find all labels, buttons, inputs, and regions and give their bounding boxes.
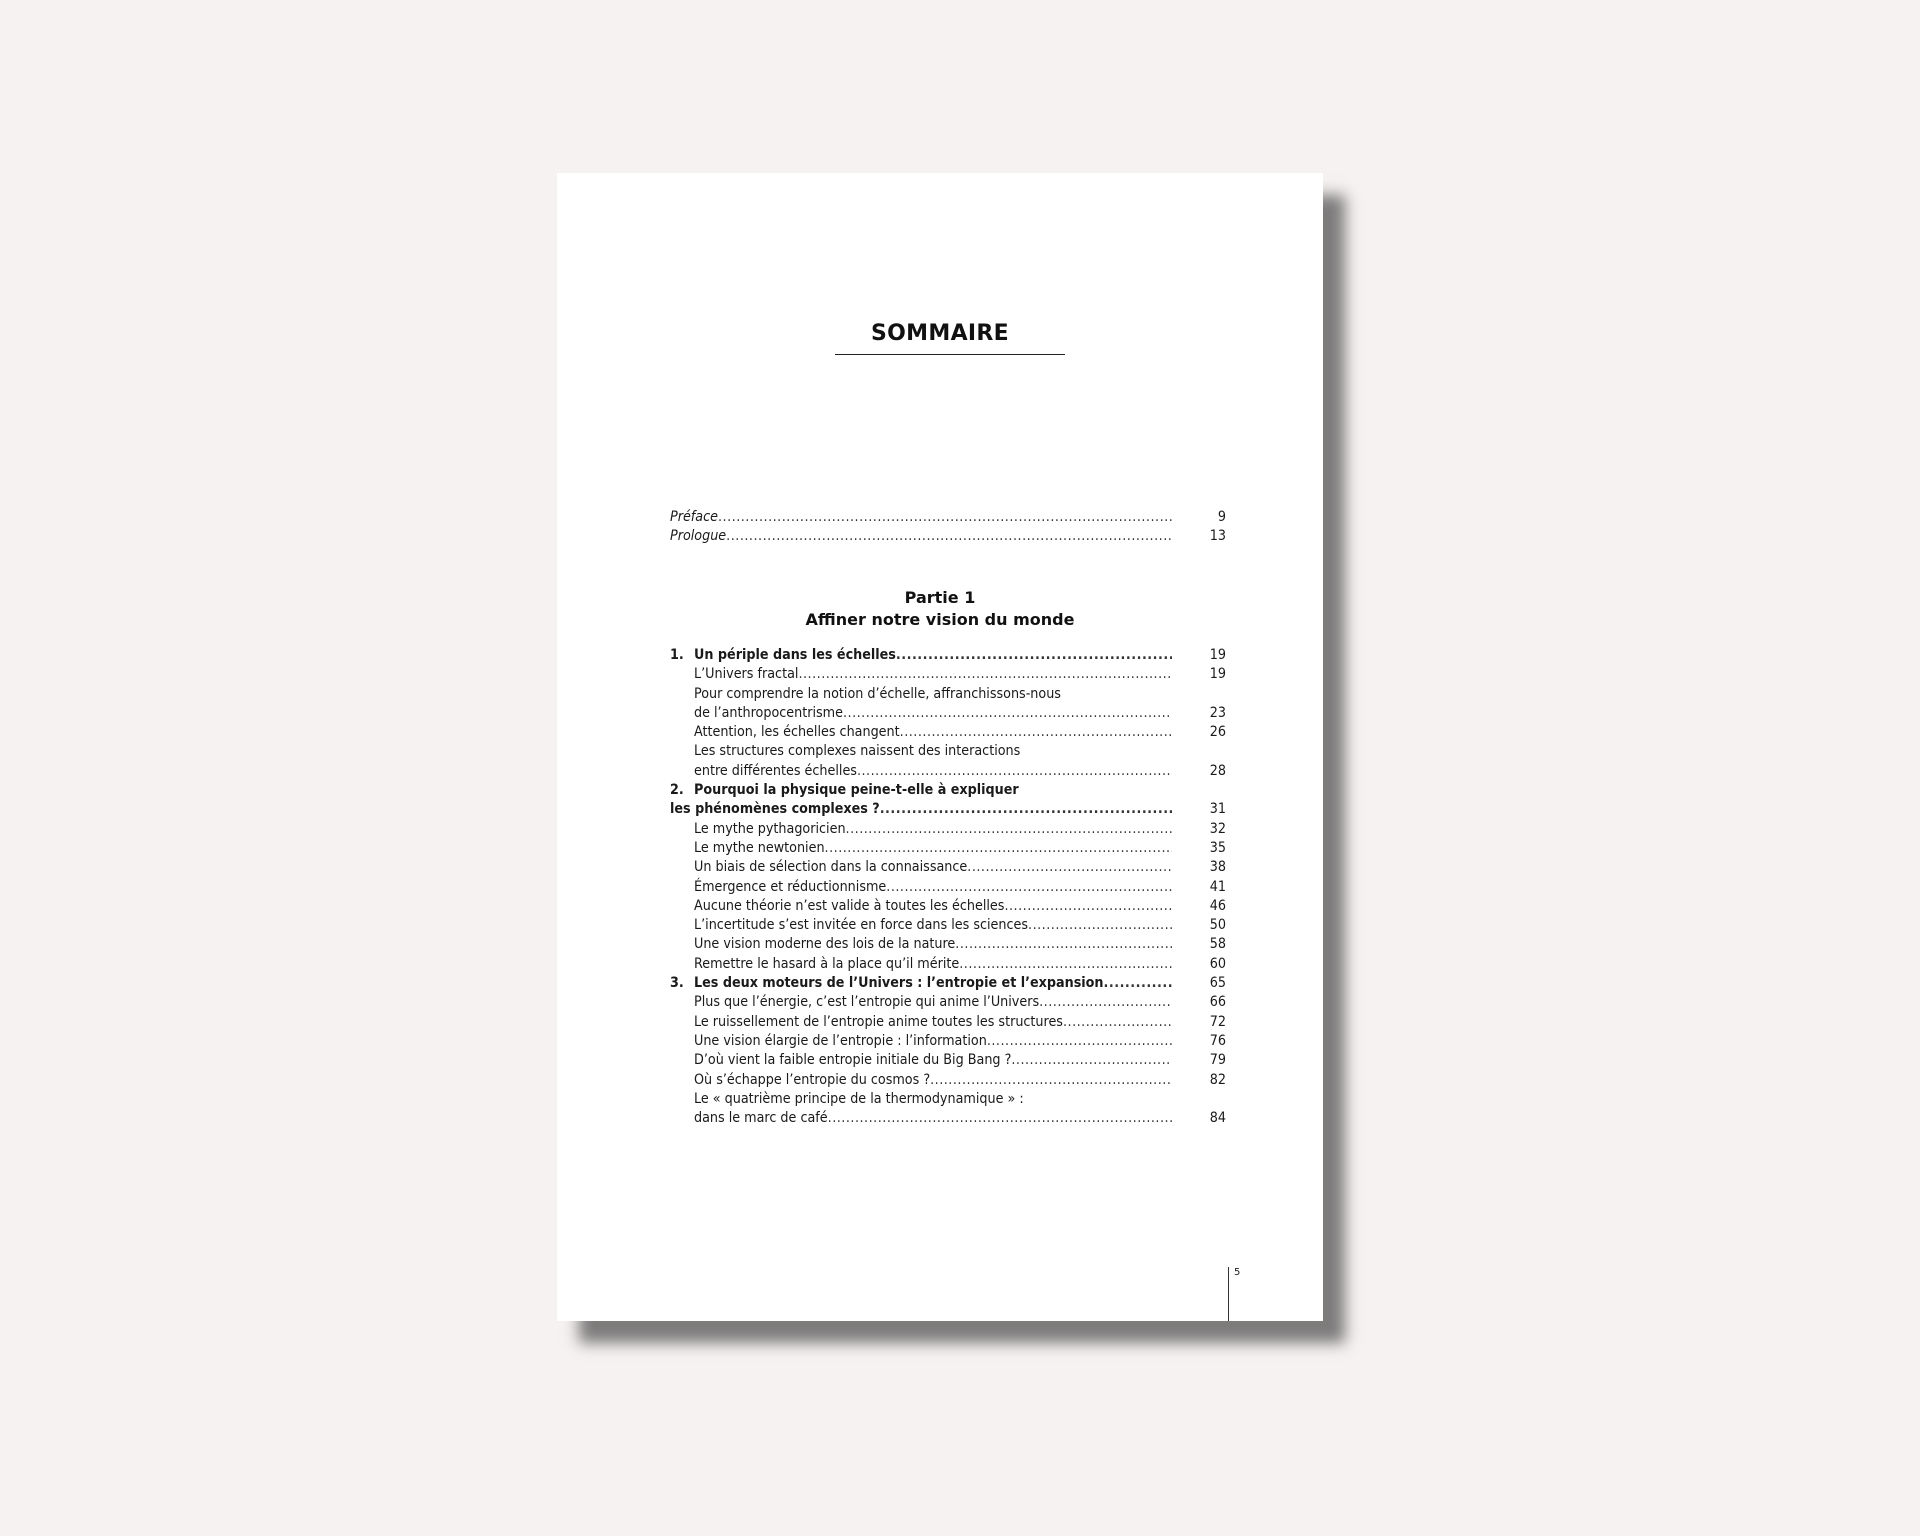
toc-section[interactable] — [670, 1109, 1226, 1128]
dot-leader — [1004, 897, 1172, 916]
toc-entry-label: Où s’échappe l’entropie du cosmos ? — [694, 1071, 931, 1088]
dot-leader — [955, 935, 1172, 954]
toc-entry-label: Le ruissellement de l’entropie anime toutes les structures — [694, 1013, 1063, 1030]
toc-chapter-3[interactable] — [670, 974, 1226, 993]
toc-entry-label: Plus que l’énergie, c’est l’entropie qui anime l’Univers — [694, 994, 1040, 1011]
toc-entry-page: 26 — [1209, 724, 1226, 741]
toc-chapter-2-line1[interactable] — [670, 781, 1226, 800]
toc-entry-page: 82 — [1209, 1071, 1226, 1088]
toc-entry-page: 50 — [1209, 917, 1226, 934]
toc-section[interactable] — [670, 1071, 1226, 1090]
toc-entry-page: 60 — [1209, 955, 1226, 972]
toc-entry-label: D’où vient la faible entropie initiale du Big Bang ? — [694, 1052, 1012, 1069]
toc-entry-page: 23 — [1209, 704, 1226, 721]
chapter-title: Les deux moteurs de l’Univers : l’entropie et l’expansion — [694, 975, 1104, 992]
toc-entry-label: Le mythe pythagoricien — [694, 820, 846, 837]
page-title: SOMMAIRE — [871, 321, 1009, 346]
part-title: Affiner notre vision du monde — [805, 610, 1075, 629]
toc-entry-page: 38 — [1209, 859, 1226, 876]
toc-section[interactable] — [670, 993, 1226, 1012]
toc-entry-label: Préface — [670, 509, 718, 525]
toc-chapter-label — [670, 781, 1226, 800]
toc-entry-label: Attention, les échelles changent — [694, 724, 900, 741]
document-page — [557, 173, 1323, 1321]
toc-entry-label: Pour comprendre la notion d’échelle, affranchissons-nous — [694, 685, 1061, 702]
dot-leader — [930, 1071, 1172, 1090]
toc-entry-label: entre différentes échelles — [694, 762, 857, 779]
toc-section[interactable] — [670, 935, 1226, 954]
chapter-title: les phénomènes complexes ? — [670, 801, 880, 818]
dot-leader — [987, 1032, 1172, 1051]
dot-leader — [1039, 993, 1172, 1012]
toc-entry-page: 58 — [1209, 936, 1226, 953]
toc-entry-label: dans le marc de café — [694, 1110, 828, 1127]
toc-entry-label: Les structures complexes naissent des interactions — [694, 743, 1021, 760]
dot-leader — [1011, 1051, 1172, 1070]
toc-section[interactable] — [670, 878, 1226, 897]
toc-entry-page: 66 — [1209, 994, 1226, 1011]
toc-section-line1[interactable] — [670, 685, 1226, 704]
part-number: Partie 1 — [904, 588, 976, 607]
toc-entry-page: 41 — [1209, 878, 1226, 895]
chapter-number: 1. — [670, 647, 684, 663]
toc-entry-label: Émergence et réductionnisme — [694, 878, 887, 895]
dot-leader — [1028, 916, 1172, 935]
chapter-number: 2. — [670, 782, 684, 799]
page-number: 5 — [1234, 1267, 1241, 1278]
toc-entry-page: 76 — [1209, 1032, 1226, 1049]
dot-leader — [900, 723, 1172, 742]
toc-section-line1[interactable] — [670, 742, 1226, 761]
toc-section[interactable] — [670, 704, 1226, 723]
dot-leader — [726, 527, 1172, 546]
toc-entry-page: 35 — [1209, 839, 1226, 856]
chapter-title: Pourquoi la physique peine-t-elle à expliquer — [694, 782, 1019, 799]
dot-leader — [880, 800, 1172, 819]
dot-leader — [718, 508, 1172, 527]
toc-section[interactable] — [670, 955, 1226, 974]
toc-section[interactable] — [670, 897, 1226, 916]
toc-section[interactable] — [670, 1032, 1226, 1051]
toc-section[interactable] — [670, 916, 1226, 935]
title-underline — [835, 354, 1065, 355]
table-of-contents — [670, 646, 1226, 1128]
toc-entry-label: Aucune théorie n’est valide à toutes les échelles — [694, 897, 1005, 914]
dot-leader — [1104, 974, 1172, 993]
toc-section[interactable] — [670, 1013, 1226, 1032]
toc-entry-label: L’incertitude s’est invitée en force dans les sciences — [694, 917, 1029, 934]
toc-entry-page: 9 — [1217, 509, 1226, 525]
toc-entry-page: 46 — [1209, 897, 1226, 914]
toc-section[interactable] — [670, 762, 1226, 781]
front-matter — [670, 508, 1226, 547]
dot-leader — [798, 665, 1172, 684]
toc-entry-page: 79 — [1209, 1052, 1226, 1069]
dot-leader — [846, 820, 1172, 839]
toc-entry-page: 19 — [1209, 647, 1226, 663]
page-title-wrap — [557, 321, 1323, 346]
toc-entry-label: L’Univers fractal — [694, 666, 799, 683]
toc-entry-prologue[interactable] — [670, 527, 1226, 546]
dot-leader — [896, 646, 1172, 665]
dot-leader — [857, 762, 1172, 781]
toc-entry-label: Une vision moderne des lois de la nature — [694, 936, 956, 953]
toc-chapter-label — [670, 646, 896, 665]
dot-leader — [1063, 1013, 1172, 1032]
toc-entry-page: 13 — [1209, 528, 1226, 545]
toc-section[interactable] — [670, 1051, 1226, 1070]
dot-leader — [843, 704, 1172, 723]
toc-entry-page: 32 — [1209, 820, 1226, 837]
dot-leader — [967, 858, 1172, 877]
toc-section[interactable] — [670, 665, 1226, 684]
toc-entry-page: 31 — [1209, 801, 1226, 818]
dot-leader — [886, 878, 1172, 897]
toc-section[interactable] — [670, 723, 1226, 742]
toc-section[interactable] — [670, 820, 1226, 839]
toc-entry-label: Le « quatrième principe de la thermodynamique » : — [694, 1090, 1024, 1107]
toc-entry-preface[interactable] — [670, 508, 1226, 527]
toc-entry-page: 72 — [1209, 1013, 1226, 1030]
toc-entry-label: de l’anthropocentrisme — [694, 704, 843, 721]
toc-section[interactable] — [670, 858, 1226, 877]
dot-leader — [828, 1109, 1172, 1128]
toc-chapter-2[interactable] — [670, 800, 1226, 819]
toc-entry-page: 84 — [1209, 1110, 1226, 1127]
toc-section[interactable] — [670, 839, 1226, 858]
toc-entry-label: Le mythe newtonien — [694, 839, 825, 856]
toc-chapter-label — [670, 974, 1104, 993]
dot-leader — [959, 955, 1172, 974]
chapter-number: 3. — [670, 975, 684, 992]
toc-section-line1[interactable] — [670, 1090, 1226, 1109]
toc-entry-label: Une vision élargie de l’entropie : l’information — [694, 1032, 987, 1049]
dot-leader — [825, 839, 1172, 858]
toc-entry-page: 65 — [1209, 975, 1226, 992]
footer-rule — [1228, 1267, 1229, 1321]
toc-entry-label: Prologue — [670, 528, 727, 545]
toc-entry-label: Remettre le hasard à la place qu’il mérite — [694, 955, 960, 972]
toc-entry-page: 28 — [1209, 762, 1226, 779]
toc-entry-page: 19 — [1209, 666, 1226, 683]
toc-chapter-1[interactable] — [670, 646, 1226, 665]
toc-entry-label: Un biais de sélection dans la connaissance — [694, 859, 968, 876]
chapter-title: Un périple dans les échelles — [694, 647, 896, 663]
